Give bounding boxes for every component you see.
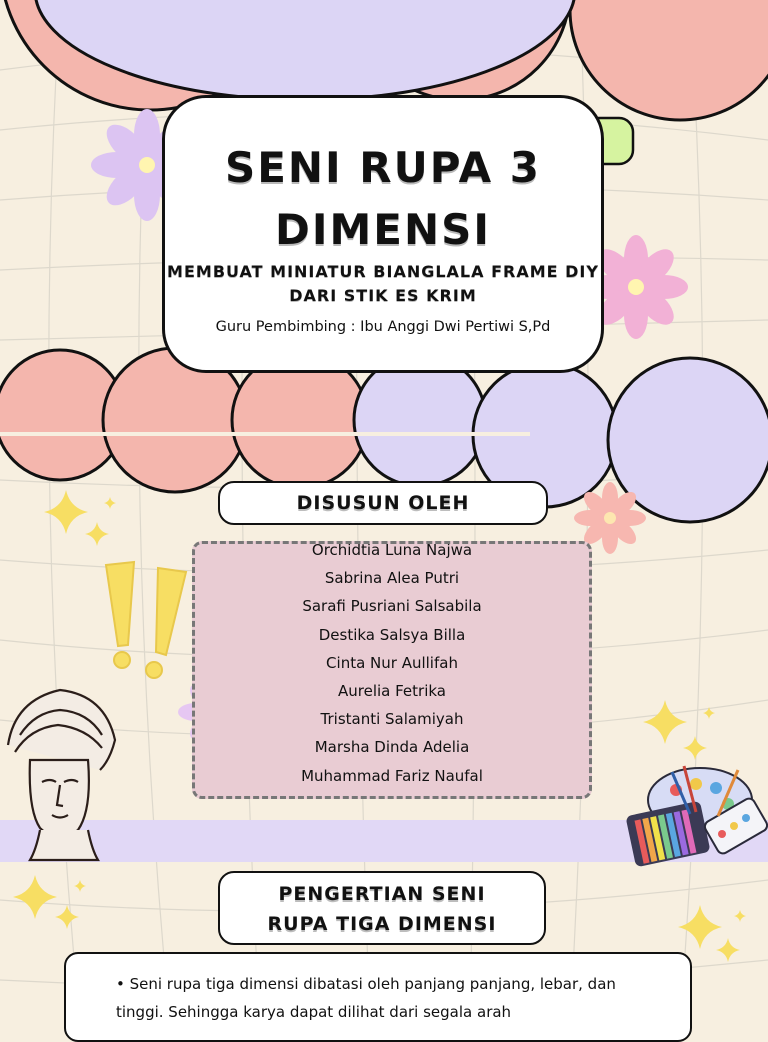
members-list <box>192 541 592 799</box>
title-card <box>162 95 604 373</box>
subtitle-line-1: MEMBUAT MINIATUR BIANGLALA FRAME DIY <box>167 262 599 281</box>
list-item: Sarafi Pusriani Salsabila <box>302 597 482 616</box>
authors-heading: DISUSUN OLEH <box>218 481 548 525</box>
list-item: Orchidtia Luna Najwa <box>311 541 473 559</box>
list-item: Muhammad Fariz Naufal <box>301 766 483 785</box>
subtitle-line-2: DARI STIK ES KRIM <box>289 286 477 305</box>
exclamation-icon <box>106 562 186 678</box>
teacher-line: Guru Pembimbing : Ibu Anggi Dwi Pertiwi S,Pd <box>215 319 551 335</box>
list-item: Tristanti Salamiyah <box>320 710 464 729</box>
cloud-gap <box>0 432 530 436</box>
list-item: Aurelia Fetrika <box>338 681 446 700</box>
title-line-2: DIMENSI <box>274 205 491 254</box>
definition-heading-line-1: PENGERTIAN SENI <box>278 883 486 905</box>
members-list-inner <box>195 541 589 790</box>
definition-heading <box>218 871 546 945</box>
list-item: Sabrina Alea Putri <box>324 569 460 588</box>
definition-card <box>64 952 692 1042</box>
list-item: Marsha Dinda Adelia <box>314 738 470 757</box>
definition-bullet: • Seni rupa tiga dimensi dibatasi oleh panjang panjang, lebar, dan tinggi. Sehingga karya dapat dilihat dari segala arah <box>116 975 616 1021</box>
list-item: Destika Salsya Billa <box>318 625 466 644</box>
title-line-1: SENI RUPA 3 <box>224 143 542 192</box>
definition-heading-line-2: RUPA TIGA DIMENSI <box>267 913 497 935</box>
list-item: Cinta Nur Aullifah <box>326 653 458 672</box>
